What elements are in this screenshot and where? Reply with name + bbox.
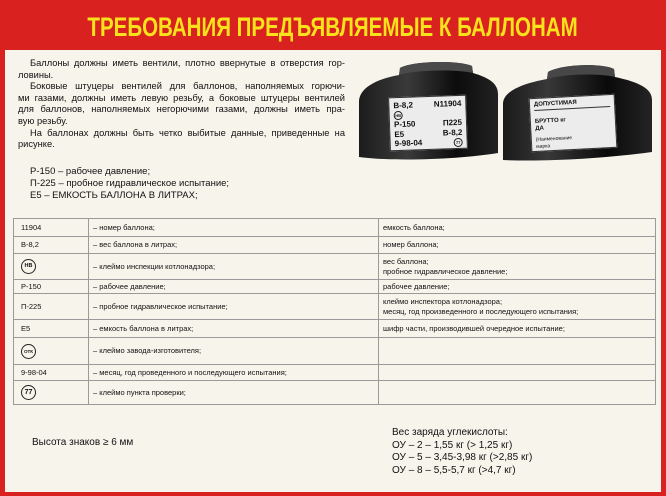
poster-title: [0, 11, 666, 43]
intro-line: На баллонах должны быть четко выбитые данные, приведенные на: [30, 127, 345, 138]
table-row: [14, 280, 656, 294]
marking-description: – рабочее давление;: [89, 280, 379, 294]
table-row: [14, 219, 656, 237]
stamp-badge: 77: [21, 385, 36, 400]
stamp-badge: ОТК: [21, 344, 36, 359]
label-station-stamp: 77: [454, 137, 463, 146]
label-working-pressure: Р-150: [393, 119, 416, 130]
label-volume: Е5: [394, 129, 405, 139]
marking-note: [379, 219, 656, 237]
marking-note-line: вес баллона;: [383, 257, 429, 266]
stamp-badge: НВ: [21, 259, 36, 274]
marking-code: [14, 381, 89, 405]
table-row: [14, 254, 656, 280]
co2-charge-block: [392, 427, 532, 477]
label-mass: В-8,2: [393, 100, 414, 111]
marking-description: – номер баллона;: [89, 219, 379, 237]
marking-note-line: емкость баллона;: [383, 222, 445, 232]
intro-line: Боковые штуцеры вентилей для баллонов, наполняемых горючи-: [30, 81, 345, 92]
marking-note-line: номер баллона;: [383, 240, 439, 250]
marking-description: – клеймо инспекции котлонадзора;: [89, 254, 379, 280]
label2-line: ДА: [535, 125, 545, 132]
label-inspection-stamp: НВ: [394, 111, 403, 120]
cylinder-weight-label: [529, 94, 618, 152]
marking-note: [379, 338, 656, 365]
marking-code: Р-150: [14, 280, 89, 294]
marking-description: – пробное гидравлическое испытание;: [89, 294, 379, 320]
marking-description: – емкость баллона в литрах;: [89, 320, 379, 338]
label-date: 9-98-04: [394, 138, 423, 149]
marking-note: [379, 381, 656, 405]
intro-line: вую резьбу.: [18, 115, 68, 126]
marking-code: П-225: [14, 294, 89, 320]
table-row: [14, 381, 656, 405]
cylinder-marking-label: [388, 95, 468, 152]
co2-charge-title: Вес заряда углекислоты:: [392, 427, 508, 438]
co2-charge-line: ОУ – 8 – 5,5-5,7 кг (>4,7 кг): [392, 464, 516, 476]
marking-code: [14, 338, 89, 365]
marking-note: [379, 237, 656, 254]
marking-note-line: шифр части, производившей очередное испытание;: [383, 323, 565, 333]
marking-legend: [30, 166, 229, 202]
marking-note-line: клеймо инспектора котлонадзора;: [383, 297, 503, 306]
label-test-pressure: П225: [442, 118, 463, 128]
intro-line: Баллоны должны иметь вентили, плотно ввернутые в отверстия гор-: [30, 58, 345, 68]
intro-line: ловины.: [18, 69, 54, 80]
marking-code: [14, 254, 89, 280]
markings-table: [13, 218, 656, 405]
co2-charge-line: ОУ – 2 – 1,55 кг (> 1,25 кг): [392, 439, 513, 451]
marking-note: [379, 365, 656, 381]
legend-line: Р-150 – рабочее давление;: [30, 166, 151, 177]
table-row: [14, 365, 656, 381]
legend-line: Е5 – ЕМКОСТЬ БАЛЛОНА В ЛИТРАХ;: [30, 190, 198, 201]
marking-note: [379, 294, 656, 320]
intro-text: [18, 58, 345, 151]
marking-note-line: рабочее давление;: [383, 281, 450, 291]
marking-description: – месяц, год проведенного и последующего испытания;: [89, 365, 379, 381]
legend-line: П-225 – пробное гидравлическое испытание;: [30, 178, 230, 189]
marking-description: – клеймо завода-изготовителя;: [89, 338, 379, 365]
marking-code: 9-98-04: [14, 365, 89, 381]
sign-height-note: Высота знаков ≥ 6 мм: [32, 437, 134, 448]
intro-line: для баллонов, наполняемых негорючими газами, должны иметь пра-: [18, 104, 345, 115]
marking-note-line: месяц, год произведенного и последующего испытания;: [383, 306, 579, 316]
marking-description: – вес баллона в литрах;: [89, 237, 379, 254]
marking-description: – клеймо пункта проверки;: [89, 381, 379, 405]
marking-note: [379, 280, 656, 294]
label2-line: (Наименование: [535, 135, 573, 143]
marking-note-line: пробное гидравлическое давление;: [383, 266, 508, 276]
marking-note: [379, 320, 656, 338]
table-row: [14, 294, 656, 320]
label-number: N11904: [433, 98, 462, 109]
marking-code: 11904: [14, 219, 89, 237]
table-row: [14, 320, 656, 338]
poster-title-text: ТРЕБОВАНИЯ ПРЕДЪЯВЛЯЕМЫЕ К БАЛЛОНАМ: [87, 12, 579, 42]
label2-line: БРУТТО кг: [534, 117, 566, 125]
intro-line: рисунке.: [18, 139, 55, 150]
label2-line: марка: [536, 143, 551, 150]
marking-code: В-8,2: [14, 237, 89, 254]
table-row: [14, 237, 656, 254]
intro-line: ми газами, должны иметь левую резьбу, а боковые штуцеры вентилей: [18, 92, 345, 103]
marking-code: Е5: [14, 320, 89, 338]
marking-note: [379, 254, 656, 280]
label-mass-2: В-8,2: [442, 127, 463, 138]
label2-line: ДОПУСТИМАЯ: [534, 98, 610, 111]
co2-charge-line: ОУ – 5 – 3,45-3,98 кг (>2,85 кг): [392, 452, 533, 463]
table-row: [14, 338, 656, 365]
